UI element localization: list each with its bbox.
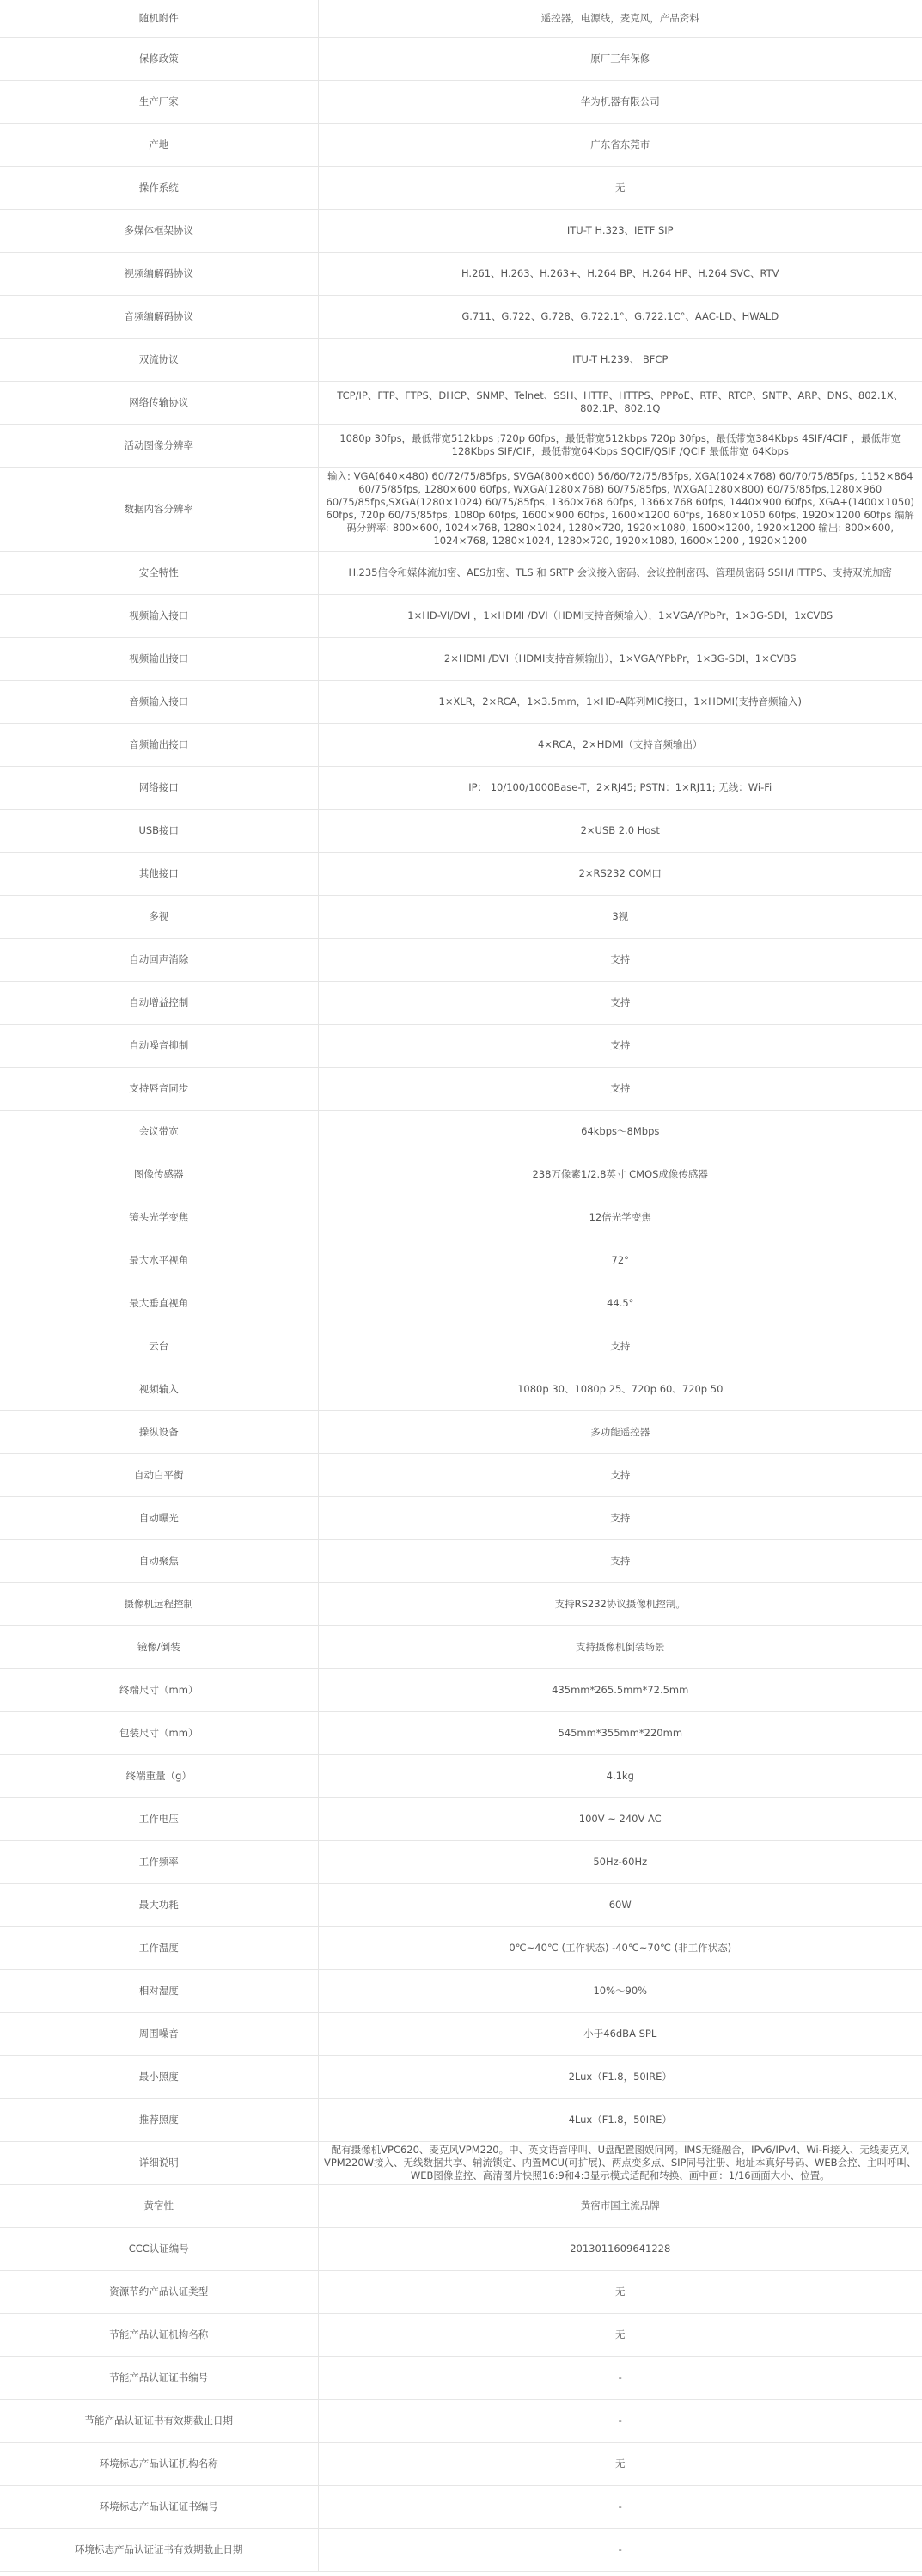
table-row	[0, 1024, 922, 1067]
spec-value: 4.1kg	[318, 1754, 922, 1797]
spec-value: 0℃~40℃ (工作状态) -40℃~70℃ (非工作状态)	[318, 1926, 922, 1969]
spec-value: 支持	[318, 938, 922, 981]
spec-value: ITU-T H.323、IETF SIP	[318, 209, 922, 252]
spec-label: 推荐照度	[0, 2098, 318, 2141]
spec-label: 音频输出接口	[0, 723, 318, 766]
spec-value: H.235信令和媒体流加密、AES加密、TLS 和 SRTP 会议接入密码、会议控制密码、管理员密码 SSH/HTTPS、支持双流加密	[318, 551, 922, 594]
spec-value: 支持	[318, 1325, 922, 1368]
spec-label: 自动回声消除	[0, 938, 318, 981]
spec-label: 最小照度	[0, 2055, 318, 2098]
table-row	[0, 1067, 922, 1110]
spec-label: 工作频率	[0, 1840, 318, 1883]
spec-label: 音频输入接口	[0, 680, 318, 723]
spec-label: 环境标志产品认证证书编号	[0, 2485, 318, 2528]
spec-value: 100V ~ 240V AC	[318, 1797, 922, 1840]
spec-label: 音频编解码协议	[0, 295, 318, 338]
spec-label: 多媒体框架协议	[0, 209, 318, 252]
table-row	[0, 1110, 922, 1153]
table-row	[0, 2270, 922, 2313]
spec-value: 1080p 30、1080p 25、720p 60、720p 50	[318, 1368, 922, 1410]
spec-value: IP： 10/100/1000Base-T，2×RJ45; PSTN：1×RJ11; 无线：Wi-Fi	[318, 766, 922, 809]
table-row	[0, 1926, 922, 1969]
spec-value: 支持	[318, 1496, 922, 1539]
spec-value: 1×XLR，2×RCA，1×3.5mm，1×HD-A阵列MIC接口，1×HDMI(支持音频输入)	[318, 680, 922, 723]
table-row	[0, 1410, 922, 1453]
spec-value: 小于46dBA SPL	[318, 2012, 922, 2055]
spec-value: 无	[318, 166, 922, 209]
spec-value: 545mm*355mm*220mm	[318, 1711, 922, 1754]
spec-label: 支持唇音同步	[0, 1067, 318, 1110]
spec-label: 工作电压	[0, 1797, 318, 1840]
spec-value: 4×RCA，2×HDMI（支持音频输出）	[318, 723, 922, 766]
table-row	[0, 594, 922, 637]
table-row	[0, 0, 922, 37]
spec-label: 活动图像分辨率	[0, 424, 318, 467]
spec-label: 自动聚焦	[0, 1539, 318, 1582]
spec-label: 自动曝光	[0, 1496, 318, 1539]
table-row	[0, 1539, 922, 1582]
table-row	[0, 1368, 922, 1410]
spec-value: 支持摄像机倒装场景	[318, 1625, 922, 1668]
spec-label: 最大垂直视角	[0, 1282, 318, 1325]
spec-value: 多功能遥控器	[318, 1410, 922, 1453]
table-row	[0, 37, 922, 80]
table-row	[0, 938, 922, 981]
table-row	[0, 123, 922, 166]
table-row	[0, 1883, 922, 1926]
table-row	[0, 2356, 922, 2399]
table-row	[0, 2485, 922, 2528]
spec-value: H.261、H.263、H.263+、H.264 BP、H.264 HP、H.264 SVC、RTV	[318, 252, 922, 295]
spec-label: 节能产品认证证书编号	[0, 2356, 318, 2399]
spec-label: 视频输入接口	[0, 594, 318, 637]
spec-value: 435mm*265.5mm*72.5mm	[318, 1668, 922, 1711]
spec-value: 2×USB 2.0 Host	[318, 809, 922, 852]
spec-label: 云台	[0, 1325, 318, 1368]
table-row	[0, 1496, 922, 1539]
spec-value: 50Hz-60Hz	[318, 1840, 922, 1883]
table-row	[0, 1754, 922, 1797]
spec-label: 数据内容分辨率	[0, 467, 318, 551]
spec-value: 支持	[318, 1067, 922, 1110]
spec-value: 60W	[318, 1883, 922, 1926]
spec-value: 64kbps～8Mbps	[318, 1110, 922, 1153]
spec-value: 2×RS232 COM口	[318, 852, 922, 895]
spec-label: 网络接口	[0, 766, 318, 809]
spec-value: 无	[318, 2313, 922, 2356]
table-row	[0, 1282, 922, 1325]
spec-value: 238万像素1/2.8英寸 CMOS成像传感器	[318, 1153, 922, 1196]
table-row	[0, 2184, 922, 2227]
spec-label: USB接口	[0, 809, 318, 852]
table-row	[0, 295, 922, 338]
spec-label: 多视	[0, 895, 318, 938]
spec-value: 广东省东莞市	[318, 123, 922, 166]
table-row	[0, 981, 922, 1024]
table-row	[0, 637, 922, 680]
table-row	[0, 852, 922, 895]
spec-value: -	[318, 2356, 922, 2399]
spec-label: 自动增益控制	[0, 981, 318, 1024]
spec-value: 支持	[318, 1539, 922, 1582]
spec-label: 其他接口	[0, 852, 318, 895]
table-row	[0, 2012, 922, 2055]
spec-value: 12倍光学变焦	[318, 1196, 922, 1239]
table-row	[0, 80, 922, 123]
table-row	[0, 551, 922, 594]
spec-label: 网络传输协议	[0, 381, 318, 424]
table-row	[0, 1969, 922, 2012]
spec-value: 2Lux（F1.8，50IRE）	[318, 2055, 922, 2098]
table-row	[0, 1153, 922, 1196]
table-row	[0, 1453, 922, 1496]
table-row	[0, 680, 922, 723]
spec-value: 2013011609641228	[318, 2227, 922, 2270]
spec-value: -	[318, 2399, 922, 2442]
spec-label: 生产厂家	[0, 80, 318, 123]
table-row	[0, 1239, 922, 1282]
spec-label: 自动噪音抑制	[0, 1024, 318, 1067]
spec-value: -	[318, 2528, 922, 2571]
table-row	[0, 809, 922, 852]
table-row	[0, 766, 922, 809]
table-row	[0, 1625, 922, 1668]
spec-label: 相对湿度	[0, 1969, 318, 2012]
spec-label: 黄宿性	[0, 2184, 318, 2227]
spec-label: 保修政策	[0, 37, 318, 80]
spec-label: 详细说明	[0, 2141, 318, 2184]
table-row	[0, 2098, 922, 2141]
table-row	[0, 2141, 922, 2184]
table-row	[0, 338, 922, 381]
spec-value: 44.5°	[318, 1282, 922, 1325]
table-row	[0, 1196, 922, 1239]
table-row	[0, 723, 922, 766]
spec-label: 资源节约产品认证类型	[0, 2270, 318, 2313]
spec-label: 镜头光学变焦	[0, 1196, 318, 1239]
spec-value: -	[318, 2485, 922, 2528]
spec-value: 1080p 30fps，最低带宽512kbps ;720p 60fps，最低带宽512kbps 720p 30fps，最低带宽384Kbps 4SIF/4CIF ，最低带宽128Kbps SIF/CIF，最低带宽64Kbps SQCIF/QSIF /QCIF 最低带宽 64Kbps	[318, 424, 922, 467]
spec-label: 产地	[0, 123, 318, 166]
spec-label: 双流协议	[0, 338, 318, 381]
spec-value: 无	[318, 2442, 922, 2485]
spec-value: G.711、G.722、G.728、G.722.1°、G.722.1C°、AAC-LD、HWALD	[318, 295, 922, 338]
spec-label: 图像传感器	[0, 1153, 318, 1196]
table-row	[0, 2227, 922, 2270]
spec-value: 1×HD-VI/DVI ，1×HDMI /DVI（HDMI支持音频输入），1×VGA/YPbPr，1×3G-SDI，1xCVBS	[318, 594, 922, 637]
spec-label: 视频输出接口	[0, 637, 318, 680]
spec-label: 最大水平视角	[0, 1239, 318, 1282]
spec-label: 环境标志产品认证机构名称	[0, 2442, 318, 2485]
table-row	[0, 1711, 922, 1754]
spec-label: CCC认证编号	[0, 2227, 318, 2270]
spec-value: TCP/IP、FTP、FTPS、DHCP、SNMP、Telnet、SSH、HTTP、HTTPS、PPPoE、RTP、RTCP、SNTP、ARP、DNS、802.1X、802.1P、802.1Q	[318, 381, 922, 424]
table-row	[0, 2313, 922, 2356]
spec-value: 无	[318, 2270, 922, 2313]
spec-label: 视频输入	[0, 1368, 318, 1410]
spec-label: 视频编解码协议	[0, 252, 318, 295]
spec-value: 2×HDMI /DVI（HDMI支持音频输出），1×VGA/YPbPr，1×3G-SDI，1×CVBS	[318, 637, 922, 680]
spec-label: 安全特性	[0, 551, 318, 594]
spec-label: 镜像/倒装	[0, 1625, 318, 1668]
spec-value: 遥控器，电源线，麦克风，产品资料	[318, 0, 922, 37]
spec-label: 环境标志产品认证证书有效期截止日期	[0, 2528, 318, 2571]
table-row	[0, 252, 922, 295]
spec-value: 配有摄像机VPC620、麦克风VPM220。中、英文语音呼叫、U盘配置图娱问网。IMS无缝融合，IPv6/IPv4、Wi-Fi接入、无线麦克风VPM220W接入、无线数据共享、辅流锁定、内置MCU(可扩展)、两点变多点、SIP同号注册、地址本真好号码、WEB会控、主叫呼叫、WEB图像监控、高清图片快照16:9和4:3显示模式适配和转换、画中画：1/16画面大小、位置。	[318, 2141, 922, 2184]
spec-label: 工作温度	[0, 1926, 318, 1969]
spec-value: 4Lux（F1.8，50IRE）	[318, 2098, 922, 2141]
table-row	[0, 2442, 922, 2485]
spec-label: 最大功耗	[0, 1883, 318, 1926]
spec-label: 随机附件	[0, 0, 318, 37]
spec-value: 华为机器有限公司	[318, 80, 922, 123]
spec-value: 输入: VGA(640×480) 60/72/75/85fps, SVGA(800×600) 56/60/72/75/85fps, XGA(1024×768) 60/70/75/85fps, 1152×864 60/75/85fps, 1280×600 60fps, WXGA(1280×768) 60/75/85fps, WXGA(1280×800) 60/75/85fps,1280×960 60/75/85fps,SXGA(1280×1024) 60/75/85fps, 1360×768 60fps, 1366×768 60fps, 1440×900 60fps, XGA+(1400×1050) 60fps, 720p 60/75/85fps, 1080p 60fps, 1600×900 60fps, 1600×1200 60fps, 1680×1050 60fps, 1920×1200 60fps 编解码分辨率: 800×600, 1024×768, 1280×1024, 1280×720, 1920×1080, 1600×1200, 1920×1200 输出: 800×600, 1024×768, 1280×1024, 1280×720, 1920×1080, 1600×1200 , 1920×1200	[318, 467, 922, 551]
spec-value: 3视	[318, 895, 922, 938]
spec-label: 周围噪音	[0, 2012, 318, 2055]
spec-label: 终端重量（g）	[0, 1754, 318, 1797]
spec-label: 会议带宽	[0, 1110, 318, 1153]
table-row	[0, 467, 922, 551]
table-row	[0, 424, 922, 467]
table-row	[0, 2399, 922, 2442]
spec-value: 10%～90%	[318, 1969, 922, 2012]
spec-value: 支持	[318, 981, 922, 1024]
spec-label: 操纵设备	[0, 1410, 318, 1453]
spec-value: 支持	[318, 1453, 922, 1496]
spec-label: 终端尺寸（mm）	[0, 1668, 318, 1711]
table-row	[0, 166, 922, 209]
table-row	[0, 1582, 922, 1625]
spec-label: 摄像机远程控制	[0, 1582, 318, 1625]
spec-value: 72°	[318, 1239, 922, 1282]
spec-label: 操作系统	[0, 166, 318, 209]
spec-value: 支持RS232协议摄像机控制。	[318, 1582, 922, 1625]
spec-value: 黄宿市国主流品牌	[318, 2184, 922, 2227]
spec-label: 自动白平衡	[0, 1453, 318, 1496]
table-row	[0, 381, 922, 424]
spec-label: 包装尺寸（mm）	[0, 1711, 318, 1754]
table-row	[0, 1797, 922, 1840]
table-row	[0, 2055, 922, 2098]
spec-label: 节能产品认证机构名称	[0, 2313, 318, 2356]
spec-label: 节能产品认证证书有效期截止日期	[0, 2399, 318, 2442]
table-row	[0, 895, 922, 938]
table-row	[0, 209, 922, 252]
spec-value: ITU-T H.239、 BFCP	[318, 338, 922, 381]
table-row	[0, 2528, 922, 2571]
spec-value: 原厂三年保修	[318, 37, 922, 80]
table-row	[0, 1668, 922, 1711]
table-row	[0, 1840, 922, 1883]
table-row	[0, 1325, 922, 1368]
spec-value: 支持	[318, 1024, 922, 1067]
